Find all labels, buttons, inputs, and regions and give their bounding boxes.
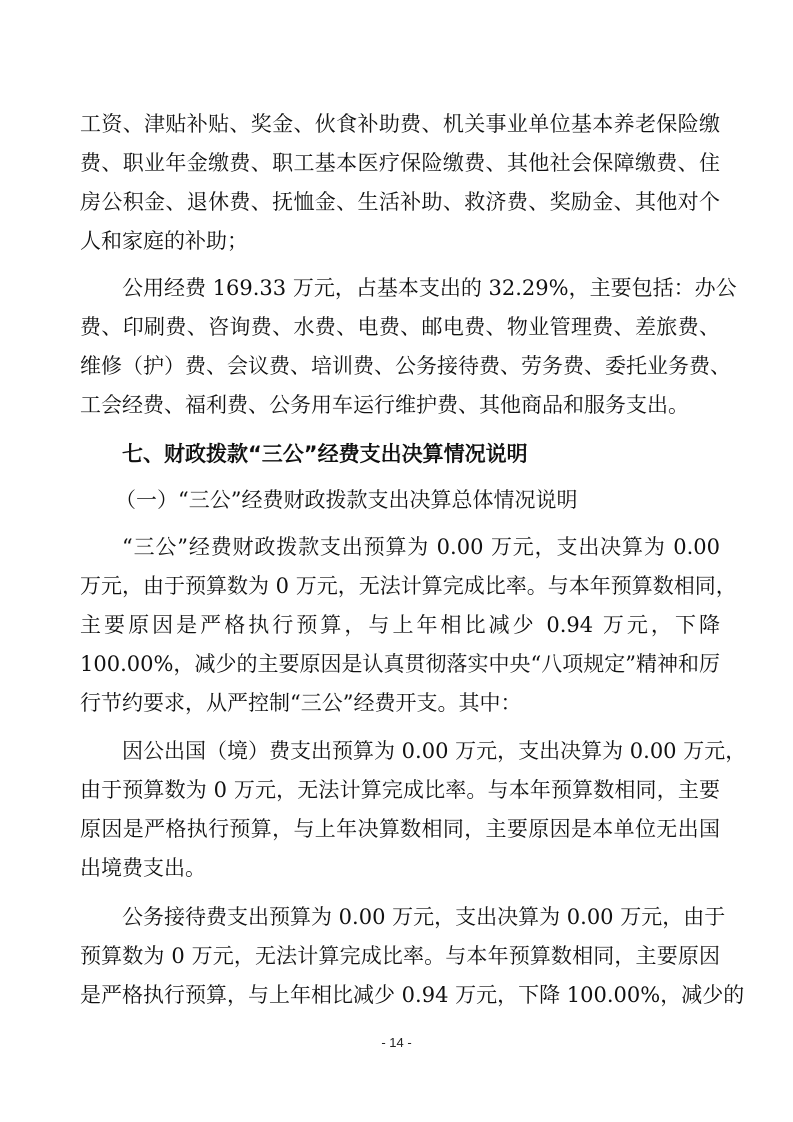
page-number: - 14 -	[381, 1035, 412, 1050]
paragraph-line: 费、职业年金缴费、职工基本医疗保险缴费、其他社会保障缴费、住	[80, 151, 720, 175]
paragraph-line: 出境费支出。	[80, 856, 206, 880]
section-heading: 七、财政拨款“三公”经费支出决算情况说明	[122, 442, 528, 466]
paragraph-line: 房公积金、退休费、抚恤金、生活补助、救济费、奖励金、其他对个	[80, 190, 720, 214]
paragraph-line: 由于预算数为 0 万元，无法计算完成比率。与本年预算数相同，主要	[80, 778, 720, 802]
paragraph-line: 公务接待费支出预算为 0.00 万元，支出决算为 0.00 万元，由于	[122, 905, 726, 929]
paragraph-line: 维修（护）费、会议费、培训费、公务接待费、劳务费、委托业务费、	[80, 354, 731, 378]
paragraph-line: 因公出国（境）费支出预算为 0.00 万元，支出决算为 0.00 万元，	[122, 739, 747, 763]
paragraph-line: 费、印刷费、咨询费、水费、电费、邮电费、物业管理费、差旅费、	[80, 315, 720, 339]
paragraph-line: 工会经费、福利费、公务用车运行维护费、其他商品和服务支出。	[80, 393, 689, 417]
paragraph-line: 人和家庭的补助；	[80, 229, 248, 253]
paragraph-line: 主要原因是严格执行预算，与上年相比减少 0.94 万元，下降	[80, 613, 720, 637]
paragraph-line: 100.00%，减少的主要原因是认真贯彻落实中央“八项规定”精神和厉	[80, 652, 720, 676]
paragraph-line: 公用经费 169.33 万元，占基本支出的 32.29%，主要包括：办公	[122, 276, 737, 300]
subsection-heading: （一）“三公”经费财政拨款支出决算总体情况说明	[115, 488, 578, 512]
paragraph-line: “三公”经费财政拨款支出预算为 0.00 万元，支出决算为 0.00	[122, 535, 720, 559]
paragraph-line: 是严格执行预算，与上年相比减少 0.94 万元，下降 100.00%，减少的	[80, 983, 745, 1007]
paragraph-line: 行节约要求，从严控制“三公”经费开支。其中：	[80, 691, 522, 715]
paragraph-line: 万元，由于预算数为 0 万元，无法计算完成比率。与本年预算数相同，	[80, 574, 737, 598]
paragraph-line: 工资、津贴补贴、奖金、伙食补助费、机关事业单位基本养老保险缴	[80, 112, 720, 136]
paragraph-line: 预算数为 0 万元，无法计算完成比率。与本年预算数相同，主要原因	[80, 944, 720, 968]
paragraph-line: 原因是严格执行预算，与上年决算数相同，主要原因是本单位无出国	[80, 817, 720, 841]
